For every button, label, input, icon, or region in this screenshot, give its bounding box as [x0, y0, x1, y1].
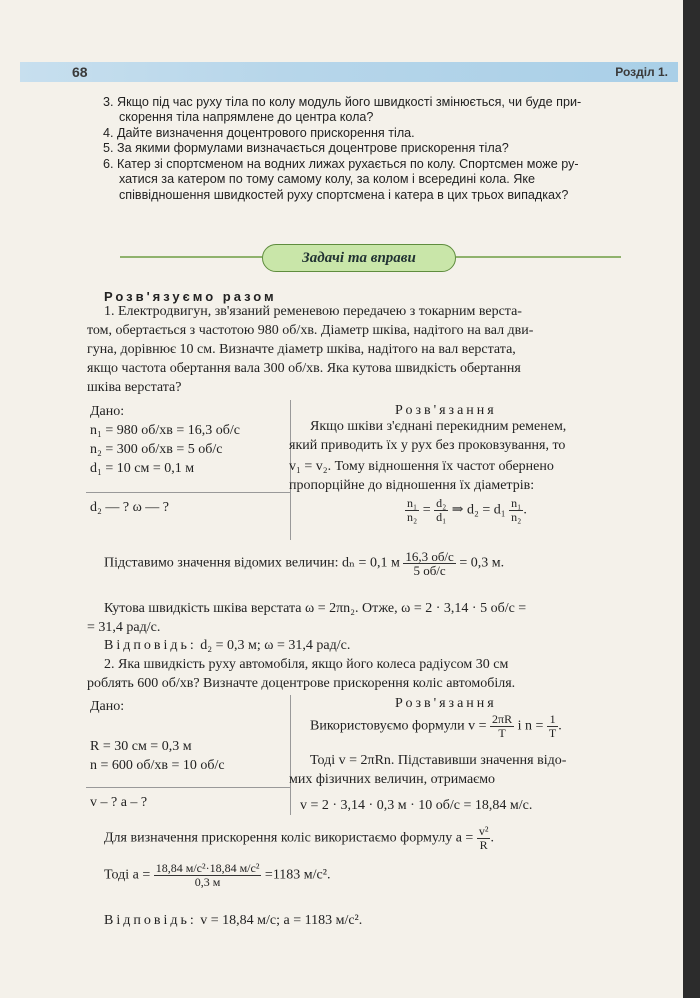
- given-item: n = 600 об/хв = 10 об/с: [90, 758, 225, 773]
- solution-line: Якщо шківи з'єднані перекидним ременем,: [310, 419, 567, 434]
- section-title: Розділ 1.: [615, 65, 668, 79]
- problem-line: шківа верстата?: [87, 380, 182, 395]
- solution-line: який приводить їх у рух без проковзування, то: [289, 438, 566, 453]
- problem-line: якщо частота обертання вала 300 об/хв. Яка кутова швидкість обертання: [87, 361, 521, 376]
- together-heading: Розв'язуємо разом: [104, 289, 277, 304]
- calc-line: v = 2 · 3,14 · 0,3 м · 10 об/с = 18,84 м/с.: [300, 798, 533, 813]
- answer-line: Відповідь: v = 18,84 м/с; a = 1183 м/с².: [104, 913, 363, 928]
- answer-line: Відповідь: d₂ = 0,3 м; ω = 31,4 рад/с.: [104, 638, 351, 653]
- question-line: 6. Катер зі спортсменом на водних лижах рухається по колу. Спортсмен може ру-: [103, 157, 579, 171]
- accel-line: Для визначення прискорення коліс використаємо формулу a = $\frac{\text{v²}}{R}$ .: [104, 824, 494, 852]
- ratio-formula: $\frac{\text{n₁}}{\text{n₂}}$ = $\frac{\text{d₂}}{\text{d₁}}$ ⇒ d₂ = d₁ $\frac{\text{n₁}}{\text{n₂}}$ .: [407, 496, 527, 524]
- given-item: n₁ = 980 об/хв = 16,3 об/с: [90, 423, 241, 438]
- given-item: R = 30 см = 0,3 м: [90, 739, 192, 754]
- page-number: 68: [72, 64, 88, 80]
- question-line: 4. Дайте визначення доцентрового прискорення тіла.: [103, 126, 415, 140]
- problem-line: 2. Яка швидкість руху автомобіля, якщо його колеса радіусом 30 см: [104, 657, 509, 672]
- divider-vertical: [290, 695, 291, 815]
- question-line: співвідношення швидкостей руху спортсмена і катера в цих трьох випадках?: [119, 188, 569, 202]
- banner-line-left: [120, 256, 262, 258]
- header-band: [20, 62, 678, 82]
- solution-line: пропорційне до відношення їх діаметрів:: [289, 478, 535, 493]
- angular-line: Кутова швидкість шківа верстата ω = 2πn₂. Отже, ω = 2 · 3,14 · 5 об/с =: [104, 601, 527, 616]
- problem-line: гуна, дорівнює 10 см. Визначте діаметр шківа, надітого на вал верстата,: [87, 342, 516, 357]
- find-label: d₂ — ? ω — ?: [90, 500, 170, 515]
- problem-line: роблять 600 об/хв? Визначте доцентрове прискорення коліс автомобіля.: [87, 676, 516, 691]
- given-item: n₂ = 300 об/хв = 5 об/с: [90, 442, 223, 457]
- solution-line: мих фізичних величин, отримаємо: [289, 772, 496, 787]
- given-item: d₁ = 10 см = 0,1 м: [90, 461, 195, 476]
- given-label: Дано:: [90, 404, 125, 419]
- section-banner: Задачі та вправи: [262, 244, 456, 272]
- solution-title: Розв'язання: [395, 403, 497, 418]
- given-label: Дано:: [90, 699, 125, 714]
- question-line: скорення тіла напрямлене до центра кола?: [119, 110, 374, 124]
- formula-line: Використовуємо формули v = $\frac{2\pi R}{T}$ і n = $\frac{1}{T}$ .: [310, 712, 562, 740]
- problem-line: 1. Електродвигун, зв'язаний ременевою передачею з токарним верста-: [104, 304, 522, 319]
- substitution-line: Підставимо значення відомих величин: dₙ = 0,1 м $\frac{16,3 об/с}{5 об/с}$ = 0,3 м.: [104, 549, 505, 578]
- then-line: Тоді a = $\frac{\text{18,84 м/с²·18,84 м/с²}}{0,3 м}$ =1183 м/с².: [104, 861, 331, 889]
- banner-line-right: [456, 256, 621, 258]
- divider-horizontal: [86, 492, 290, 493]
- solution-line: v₁ = v₂. Тому відношення їх частот обернено: [289, 459, 554, 474]
- question-line: 5. За якими формулами визначається доцентрове прискорення тіла?: [103, 141, 509, 155]
- find-label: v – ? a – ?: [90, 795, 148, 810]
- problem-line: том, обертається з частотою 980 об/хв. Діаметр шківа, надітого на вал дви-: [87, 323, 534, 338]
- page-edge: [683, 0, 700, 998]
- divider-horizontal: [86, 787, 290, 788]
- question-line: хатися за катером по тому самому колу, за колом і всередині кола. Яке: [119, 172, 536, 186]
- question-line: 3. Якщо під час руху тіла по колу модуль його швидкості змінюється, чи буде при-: [103, 95, 582, 109]
- solution-title: Розв'язання: [395, 696, 497, 711]
- angular-line: = 31,4 рад/с.: [87, 620, 161, 635]
- solution-line: Тоді v = 2πRn. Підставивши значення відо-: [310, 753, 567, 768]
